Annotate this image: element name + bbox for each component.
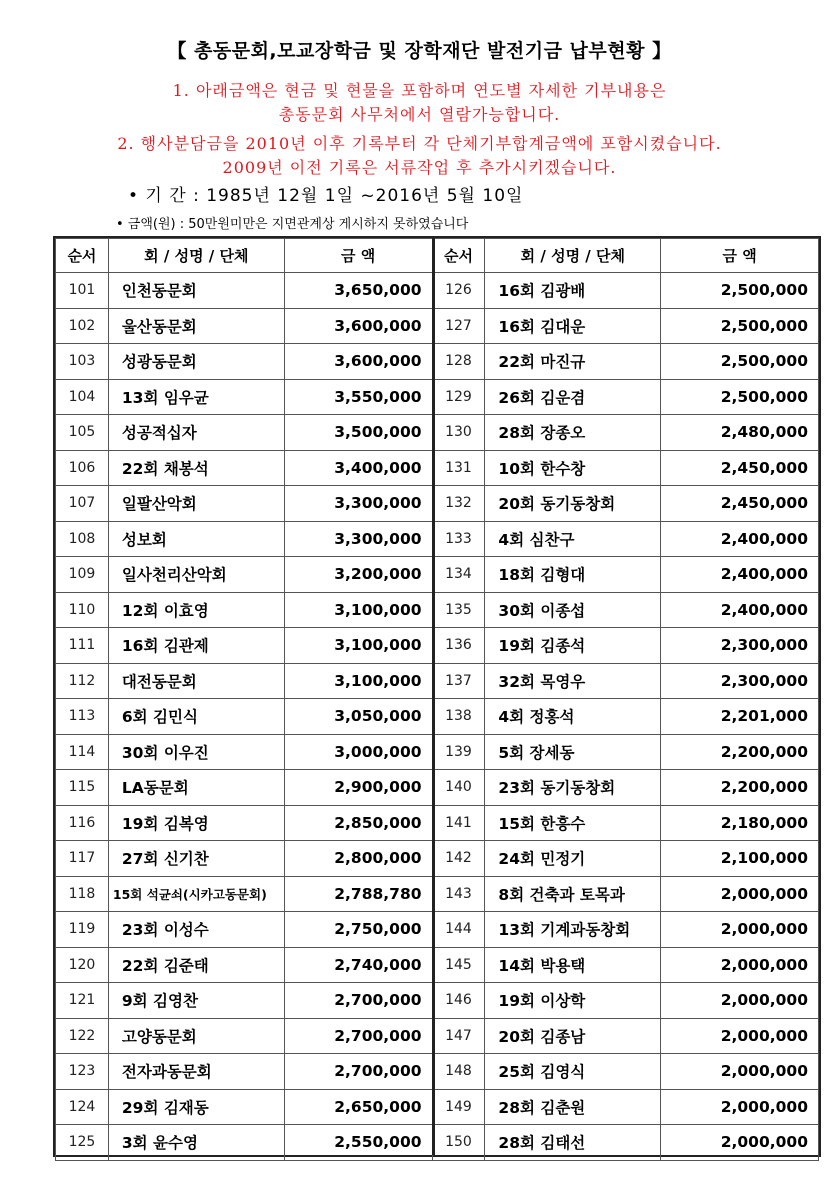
right-amount-cell: 2,100,000 <box>661 841 819 877</box>
right-no-cell: 144 <box>432 912 485 948</box>
table-row <box>56 734 819 770</box>
notice-line-4: 2009년 이전 기록은 서류작업 후 추가시키겠습니다. <box>222 158 617 177</box>
left-no-cell: 108 <box>56 521 109 557</box>
left-amount-cell: 2,650,000 <box>284 1089 432 1125</box>
header-no-left: 순서 <box>56 239 109 273</box>
right-no-cell: 128 <box>432 344 485 380</box>
left-amount-cell: 2,740,000 <box>284 947 432 983</box>
period-line: • 기 간 : 1985년 12월 1일 ~2016년 5월 10일 <box>128 186 524 206</box>
table-row <box>56 557 819 593</box>
right-name-cell: 8회 건축과 토목과 <box>485 876 661 912</box>
right-amount-cell: 2,480,000 <box>661 415 819 451</box>
left-amount-cell: 2,800,000 <box>284 841 432 877</box>
left-name-cell: 22회 채봉석 <box>108 450 284 486</box>
left-name-cell: 성공적십자 <box>108 415 284 451</box>
left-name-cell: 15회 석균쇠(시카고동문회) <box>108 876 284 912</box>
table-row <box>56 663 819 699</box>
right-no-cell: 139 <box>432 734 485 770</box>
table-row <box>56 841 819 877</box>
table-row <box>56 1089 819 1125</box>
right-no-cell: 135 <box>432 592 485 628</box>
right-no-cell: 129 <box>432 379 485 415</box>
left-name-cell: 16회 김관제 <box>108 628 284 664</box>
amount-note: • 금액(원) : 50만원미만은 지면관계상 게시하지 못하였습니다 <box>116 217 469 232</box>
left-no-cell: 125 <box>56 1125 109 1161</box>
left-name-cell: 9회 김영찬 <box>108 983 284 1019</box>
right-no-cell: 126 <box>432 273 485 309</box>
right-no-cell: 131 <box>432 450 485 486</box>
right-no-cell: 141 <box>432 805 485 841</box>
header-amount-left: 금 액 <box>284 239 432 273</box>
left-no-cell: 107 <box>56 486 109 522</box>
right-name-cell: 25회 김영식 <box>485 1054 661 1090</box>
left-amount-cell: 2,700,000 <box>284 1054 432 1090</box>
left-name-cell: 29회 김재동 <box>108 1089 284 1125</box>
left-name-cell: 전자과동문회 <box>108 1054 284 1090</box>
left-name-cell: 일사천리산악회 <box>108 557 284 593</box>
table-row <box>56 983 819 1019</box>
header-no-right: 순서 <box>432 239 485 273</box>
left-amount-cell: 2,850,000 <box>284 805 432 841</box>
right-name-cell: 5회 장세동 <box>485 734 661 770</box>
table-row <box>56 1125 819 1161</box>
right-amount-cell: 2,400,000 <box>661 521 819 557</box>
right-name-cell: 10회 한수창 <box>485 450 661 486</box>
left-name-cell: 6회 김민식 <box>108 699 284 735</box>
table-row <box>56 1018 819 1054</box>
right-no-cell: 150 <box>432 1125 485 1161</box>
left-name-cell: 대전동문회 <box>108 663 284 699</box>
left-amount-cell: 3,100,000 <box>284 628 432 664</box>
right-name-cell: 20회 김종남 <box>485 1018 661 1054</box>
right-name-cell: 23회 동기동창회 <box>485 770 661 806</box>
left-name-cell: 인천동문회 <box>108 273 284 309</box>
left-name-cell: 일팔산악회 <box>108 486 284 522</box>
left-no-cell: 112 <box>56 663 109 699</box>
right-name-cell: 16회 김광배 <box>485 273 661 309</box>
right-name-cell: 19회 이상학 <box>485 983 661 1019</box>
right-amount-cell: 2,300,000 <box>661 628 819 664</box>
left-amount-cell: 3,550,000 <box>284 379 432 415</box>
left-amount-cell: 3,600,000 <box>284 308 432 344</box>
left-no-cell: 123 <box>56 1054 109 1090</box>
left-no-cell: 113 <box>56 699 109 735</box>
right-no-cell: 133 <box>432 521 485 557</box>
right-name-cell: 28회 김춘원 <box>485 1089 661 1125</box>
right-amount-cell: 2,000,000 <box>661 912 819 948</box>
right-name-cell: 16회 김대운 <box>485 308 661 344</box>
header-amount-right: 금 액 <box>661 239 819 273</box>
right-name-cell: 32회 목영우 <box>485 663 661 699</box>
right-name-cell: 18회 김형대 <box>485 557 661 593</box>
right-amount-cell: 2,000,000 <box>661 1018 819 1054</box>
donation-grid <box>55 238 819 1161</box>
notice-line-1: 1. 아래금액은 현금 및 현물을 포함하며 연도별 자세한 기부내용은 <box>172 81 667 100</box>
right-amount-cell: 2,000,000 <box>661 876 819 912</box>
right-amount-cell: 2,400,000 <box>661 592 819 628</box>
right-no-cell: 127 <box>432 308 485 344</box>
table-row <box>56 379 819 415</box>
right-name-cell: 4회 정홍석 <box>485 699 661 735</box>
left-no-cell: 111 <box>56 628 109 664</box>
left-amount-cell: 3,050,000 <box>284 699 432 735</box>
header-name-left: 회 / 성명 / 단체 <box>108 239 284 273</box>
left-name-cell: 3회 윤수영 <box>108 1125 284 1161</box>
left-amount-cell: 3,600,000 <box>284 344 432 380</box>
table-row <box>56 805 819 841</box>
left-no-cell: 103 <box>56 344 109 380</box>
left-no-cell: 117 <box>56 841 109 877</box>
table-row <box>56 947 819 983</box>
right-no-cell: 134 <box>432 557 485 593</box>
table-row <box>56 699 819 735</box>
left-no-cell: 114 <box>56 734 109 770</box>
table-row <box>56 273 819 309</box>
left-no-cell: 121 <box>56 983 109 1019</box>
left-no-cell: 110 <box>56 592 109 628</box>
left-no-cell: 102 <box>56 308 109 344</box>
right-amount-cell: 2,450,000 <box>661 486 819 522</box>
right-no-cell: 145 <box>432 947 485 983</box>
left-amount-cell: 3,100,000 <box>284 663 432 699</box>
right-name-cell: 13회 기계과동창회 <box>485 912 661 948</box>
left-amount-cell: 2,550,000 <box>284 1125 432 1161</box>
table-row <box>56 344 819 380</box>
left-no-cell: 119 <box>56 912 109 948</box>
left-amount-cell: 3,100,000 <box>284 592 432 628</box>
right-amount-cell: 2,000,000 <box>661 1054 819 1090</box>
table-row <box>56 521 819 557</box>
table-row <box>56 415 819 451</box>
left-amount-cell: 3,000,000 <box>284 734 432 770</box>
left-amount-cell: 3,400,000 <box>284 450 432 486</box>
right-amount-cell: 2,200,000 <box>661 770 819 806</box>
right-amount-cell: 2,200,000 <box>661 734 819 770</box>
table-row <box>56 628 819 664</box>
left-amount-cell: 2,700,000 <box>284 983 432 1019</box>
right-name-cell: 20회 동기동창회 <box>485 486 661 522</box>
left-name-cell: 울산동문회 <box>108 308 284 344</box>
right-amount-cell: 2,500,000 <box>661 273 819 309</box>
right-no-cell: 146 <box>432 983 485 1019</box>
right-name-cell: 28회 김태선 <box>485 1125 661 1161</box>
left-amount-cell: 2,900,000 <box>284 770 432 806</box>
left-no-cell: 105 <box>56 415 109 451</box>
left-name-cell: 성보회 <box>108 521 284 557</box>
right-name-cell: 4회 심찬구 <box>485 521 661 557</box>
left-amount-cell: 2,750,000 <box>284 912 432 948</box>
right-no-cell: 136 <box>432 628 485 664</box>
right-no-cell: 138 <box>432 699 485 735</box>
header-name-right: 회 / 성명 / 단체 <box>485 239 661 273</box>
left-no-cell: 118 <box>56 876 109 912</box>
right-name-cell: 26회 김운겸 <box>485 379 661 415</box>
right-name-cell: 15회 한흥수 <box>485 805 661 841</box>
right-amount-cell: 2,000,000 <box>661 947 819 983</box>
left-amount-cell: 3,300,000 <box>284 486 432 522</box>
left-amount-cell: 3,300,000 <box>284 521 432 557</box>
table-row <box>56 450 819 486</box>
right-amount-cell: 2,500,000 <box>661 308 819 344</box>
left-name-cell: 13회 임우균 <box>108 379 284 415</box>
left-name-cell: 27회 신기찬 <box>108 841 284 877</box>
left-no-cell: 120 <box>56 947 109 983</box>
right-amount-cell: 2,300,000 <box>661 663 819 699</box>
left-no-cell: 106 <box>56 450 109 486</box>
right-amount-cell: 2,500,000 <box>661 379 819 415</box>
left-name-cell: 고양동문회 <box>108 1018 284 1054</box>
left-no-cell: 101 <box>56 273 109 309</box>
column-divider <box>432 238 435 1155</box>
right-amount-cell: 2,500,000 <box>661 344 819 380</box>
right-amount-cell: 2,450,000 <box>661 450 819 486</box>
left-name-cell: 19회 김복영 <box>108 805 284 841</box>
table-header-row <box>56 239 819 273</box>
right-amount-cell: 2,000,000 <box>661 1125 819 1161</box>
left-amount-cell: 3,650,000 <box>284 273 432 309</box>
left-name-cell: 23회 이성수 <box>108 912 284 948</box>
left-amount-cell: 2,788,780 <box>284 876 432 912</box>
left-amount-cell: 3,500,000 <box>284 415 432 451</box>
left-no-cell: 124 <box>56 1089 109 1125</box>
right-no-cell: 149 <box>432 1089 485 1125</box>
right-name-cell: 22회 마진규 <box>485 344 661 380</box>
donation-table <box>53 236 821 1157</box>
right-no-cell: 140 <box>432 770 485 806</box>
left-name-cell: 12회 이효영 <box>108 592 284 628</box>
notice-line-2: 총동문회 사무처에서 열람가능합니다. <box>278 105 561 124</box>
left-no-cell: 109 <box>56 557 109 593</box>
table-row <box>56 486 819 522</box>
table-row <box>56 770 819 806</box>
right-amount-cell: 2,000,000 <box>661 1089 819 1125</box>
right-amount-cell: 2,400,000 <box>661 557 819 593</box>
right-no-cell: 132 <box>432 486 485 522</box>
table-row <box>56 876 819 912</box>
table-row <box>56 1054 819 1090</box>
left-name-cell: 30회 이우진 <box>108 734 284 770</box>
left-no-cell: 122 <box>56 1018 109 1054</box>
left-name-cell: 성광동문회 <box>108 344 284 380</box>
right-amount-cell: 2,180,000 <box>661 805 819 841</box>
right-name-cell: 24회 민정기 <box>485 841 661 877</box>
left-amount-cell: 2,700,000 <box>284 1018 432 1054</box>
right-name-cell: 19회 김종석 <box>485 628 661 664</box>
right-name-cell: 28회 장종오 <box>485 415 661 451</box>
right-no-cell: 130 <box>432 415 485 451</box>
right-no-cell: 148 <box>432 1054 485 1090</box>
right-no-cell: 142 <box>432 841 485 877</box>
notice-line-3: 2. 행사분담금을 2010년 이후 기록부터 각 단체기부합계금액에 포함시켰습니다. <box>117 134 722 153</box>
left-no-cell: 104 <box>56 379 109 415</box>
right-no-cell: 143 <box>432 876 485 912</box>
right-name-cell: 14회 박용택 <box>485 947 661 983</box>
left-amount-cell: 3,200,000 <box>284 557 432 593</box>
table-row <box>56 592 819 628</box>
right-no-cell: 147 <box>432 1018 485 1054</box>
right-name-cell: 30회 이종섭 <box>485 592 661 628</box>
table-row <box>56 912 819 948</box>
left-no-cell: 116 <box>56 805 109 841</box>
right-amount-cell: 2,201,000 <box>661 699 819 735</box>
right-amount-cell: 2,000,000 <box>661 983 819 1019</box>
page-title: 【 총동문회,모교장학금 및 장학재단 발전기금 납부현황 】 <box>167 40 672 62</box>
left-name-cell: 22회 김준태 <box>108 947 284 983</box>
left-name-cell: LA동문회 <box>108 770 284 806</box>
table-row <box>56 308 819 344</box>
right-no-cell: 137 <box>432 663 485 699</box>
left-no-cell: 115 <box>56 770 109 806</box>
